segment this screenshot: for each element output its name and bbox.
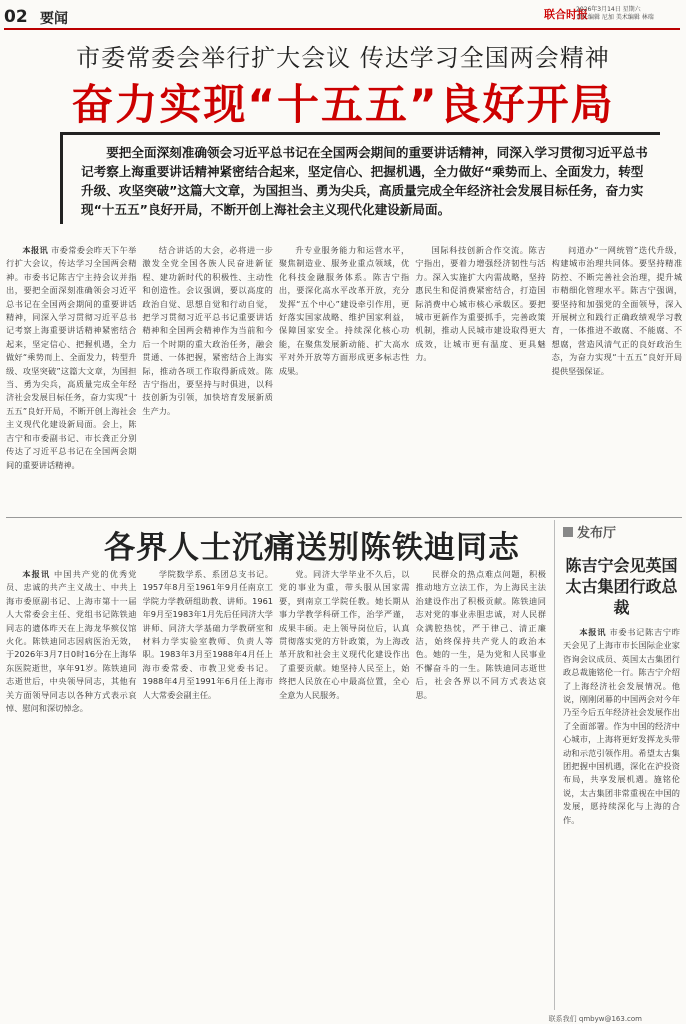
byline: 本报讯: [22, 569, 51, 579]
column-text: 党。同济大学毕业不久后，以党的事业为重，带头服从国家需要，到南京工学院任教。她长期从事力学教学科研工作，治学严谨，成果丰硕。走上领导岗位后，认真贯彻落实党的方针政策，为上海改革开放和社会主义现代化建设作出了重要贡献。她坚持人民至上，始终把人民放在心中最高位置，全心全意为人民服务。: [279, 569, 410, 700]
column-text: 国际科技创新合作交流。陈吉宁指出，要着力增强经济韧性与活力。深入实施扩大内需战略，坚持惠民生和促消费紧密结合，打造国际消费中心城市核心承载区。要把城市更新作为重要抓手，完善政策机制，推动人民城市建设取得更大成效，让城市更有温度、更具魅力。: [415, 245, 546, 363]
column-text: 中国共产党的优秀党员、忠诚的共产主义战士、中共上海市委原副书记、上海市第十一届人大常委会主任、党组书记陈铁迪同志的遗体昨天在上海龙华殡仪馆火化。陈铁迪同志因病医治无效，于2026年3月7日0时16分在上海华东医院逝世，享年91岁。陈铁迪同志逝世后，中央领导同志，其他有关方面领导同志以各种方式表示哀悼、慰问和深切悼念。: [6, 569, 137, 714]
story1-column-3: [279, 244, 409, 512]
byline: 本报讯: [579, 627, 607, 637]
page-footer: [0, 1014, 686, 1024]
square-bullet-icon: [563, 527, 573, 537]
story2-column-4: [416, 568, 547, 1012]
story2-column-1: [6, 568, 137, 1012]
story1-column-1: [6, 244, 136, 512]
story1-column-2: [142, 244, 272, 512]
contact-email[interactable]: 联系我们 qmbyw@163.com: [548, 1015, 642, 1023]
masthead-logo: 联合时报: [544, 8, 588, 21]
issue-date: 2026年3月14日 星期六: [576, 6, 641, 13]
sidebar-release-hall: [554, 520, 680, 1010]
page-number: 02: [4, 7, 28, 27]
story1-column-4: [415, 244, 545, 512]
story1-lead-text: 要把全面深刻准确领会习近平总书记在全国两会期间的重要讲话精神，同深入学习贯彻习近平总书记考察上海重要讲话精神紧密结合起来，坚定信心、把握机遇，全力做好“乘势而上、全面发力，转型升级、攻坚突破”这篇大文章，为国担当、勇为尖兵，高质量完成全年经济社会发展目标任务，奋力实现“十五五”良好开局，不断开创上海社会主义现代化建设新局面。: [81, 145, 648, 217]
story2-body: [6, 568, 546, 1012]
story1-column-5: [552, 244, 682, 512]
column-text: 结合讲话的大会，必将进一步激发全党全国各族人民奋进新征程、建功新时代的积极性、主动性和创造性。会议强调，要以高度的政治自觉、思想自觉和行动自觉，把学习贯彻习近平总书记重要讲话精神和全国两会精神作为当前和今后一个时期的重大政治任务，融会贯通、一体把握，紧密结合上海实际，推动各项工作取得新成效。陈吉宁指出，要坚持与时俱进，以科技创新为引领，加快培育发展新质生产力。: [142, 245, 273, 416]
sidebar-text: 市委书记陈吉宁昨天会见了上海市市长国际企业家咨询会议成员、英国太古集团行政总裁施铭伦一行。陈吉宁介绍了上海经济社会发展情况。他说，刚刚闭幕的中国两会对今年乃至今后五年经济社会发展作出了全面部署。作为中国的经济中心城市，上海将更好发挥龙头带动和示范引领作用。希望太古集团把握中国机遇，深化在沪投资布局，共享发展机遇。施铭伦说，太古集团非常重视在中国的发展，愿持续深化与上海的合作。: [563, 627, 680, 825]
story2-column-2: [143, 568, 274, 1012]
column-text: 民群众的热点难点问题，积极推动地方立法工作，为上海民主法治建设作出了积极贡献。陈铁迪同志对党的事业赤胆忠诚，对人民群众满腔热忱，严于律己、清正廉洁，始终保持共产党人的政治本色。她的一生，是为党和人民事业不懈奋斗的一生。陈铁迪同志逝世后，社会各界以不同方式表达哀思。: [415, 569, 546, 700]
story2-column-3: [279, 568, 410, 1012]
story1-headline: 奋力实现“十五五”良好开局: [71, 80, 615, 129]
section-name: 要闻: [40, 11, 68, 27]
header-meta: [576, 6, 686, 22]
column-text: 学院数学系、系团总支书记。1957年8月至1961年9月任南京工学院力学教研组助教、讲师。1961年9月至1983年1月先后任同济大学讲师、同济大学基础力学教研室和材料力学实验室教师、负责人等职。1983年3月至1988年4月任上海市委常委、市教卫党委书记。1988年4月至1991年6月任上海市人大常委会副主任。: [142, 569, 273, 700]
story1-lead-box: [60, 132, 660, 224]
sidebar-label: 发布厅: [563, 522, 680, 541]
editors: 责任编辑 尼加 美术编辑 林瑞: [576, 14, 654, 21]
column-text: 市委常委会昨天下午举行扩大会议，传达学习全国两会精神。市委书记陈吉宁主持会议并指出，要把全面深刻准确领会习近平总书记在全国两会期间的重要讲话精神，同深入学习贯彻习近平总书记考察上海重要讲话精神紧密结合起来，坚定信心、把握机遇，全力做好“乘势而上、全面发力，转型升级、攻坚突破”这篇大文章，为国担当、勇为尖兵，高质量完成全年经济社会发展目标任务，奋力实现“十五五”良好开局，不断开创上海社会主义现代化建设新局面。会上，陈吉宁和市委副书记、市长龚正分别传达了习近平总书记在全国两会期间的重要讲话精神。: [6, 245, 137, 470]
byline: 本报讯: [22, 245, 49, 255]
sidebar-headline: 陈吉宁会见英国 太古集团行政总裁: [565, 556, 678, 617]
section-divider: [6, 517, 682, 518]
story1-kicker: 市委常委会举行扩大会议 传达学习全国两会精神: [76, 44, 610, 72]
column-text: 问道办“一网统管”迭代升级，构建城市治理共同体。要坚持精准防控、不断完善社会治理，提升城市精细化管理水平。陈吉宁强调，要坚持和加强党的全面领导，深入开展树立和践行正确政绩观学习教育，一体推进不敢腐、不能腐、不想腐，营造风清气正的良好政治生态，为奋力实现“十五五”良好开局提供坚强保证。: [551, 245, 683, 376]
sidebar-body: [563, 626, 680, 1026]
page-header: [4, 6, 680, 30]
story2-headline: 各界人士沉痛送别陈铁迪同志: [104, 530, 520, 566]
column-text: 升专业服务能力和运营水平，聚焦制造业、服务业重点领域，优化科技金融服务体系。陈吉宁指出，要深化高水平改革开放，充分发挥“五个中心”建设牵引作用，更好落实国家战略、维护国家利益，保障国家安全。持续深化核心功能，在聚焦发展新动能、扩大高水平对外开放等方面形成更多标志性成果。: [278, 245, 410, 376]
story1-body: [6, 244, 682, 512]
